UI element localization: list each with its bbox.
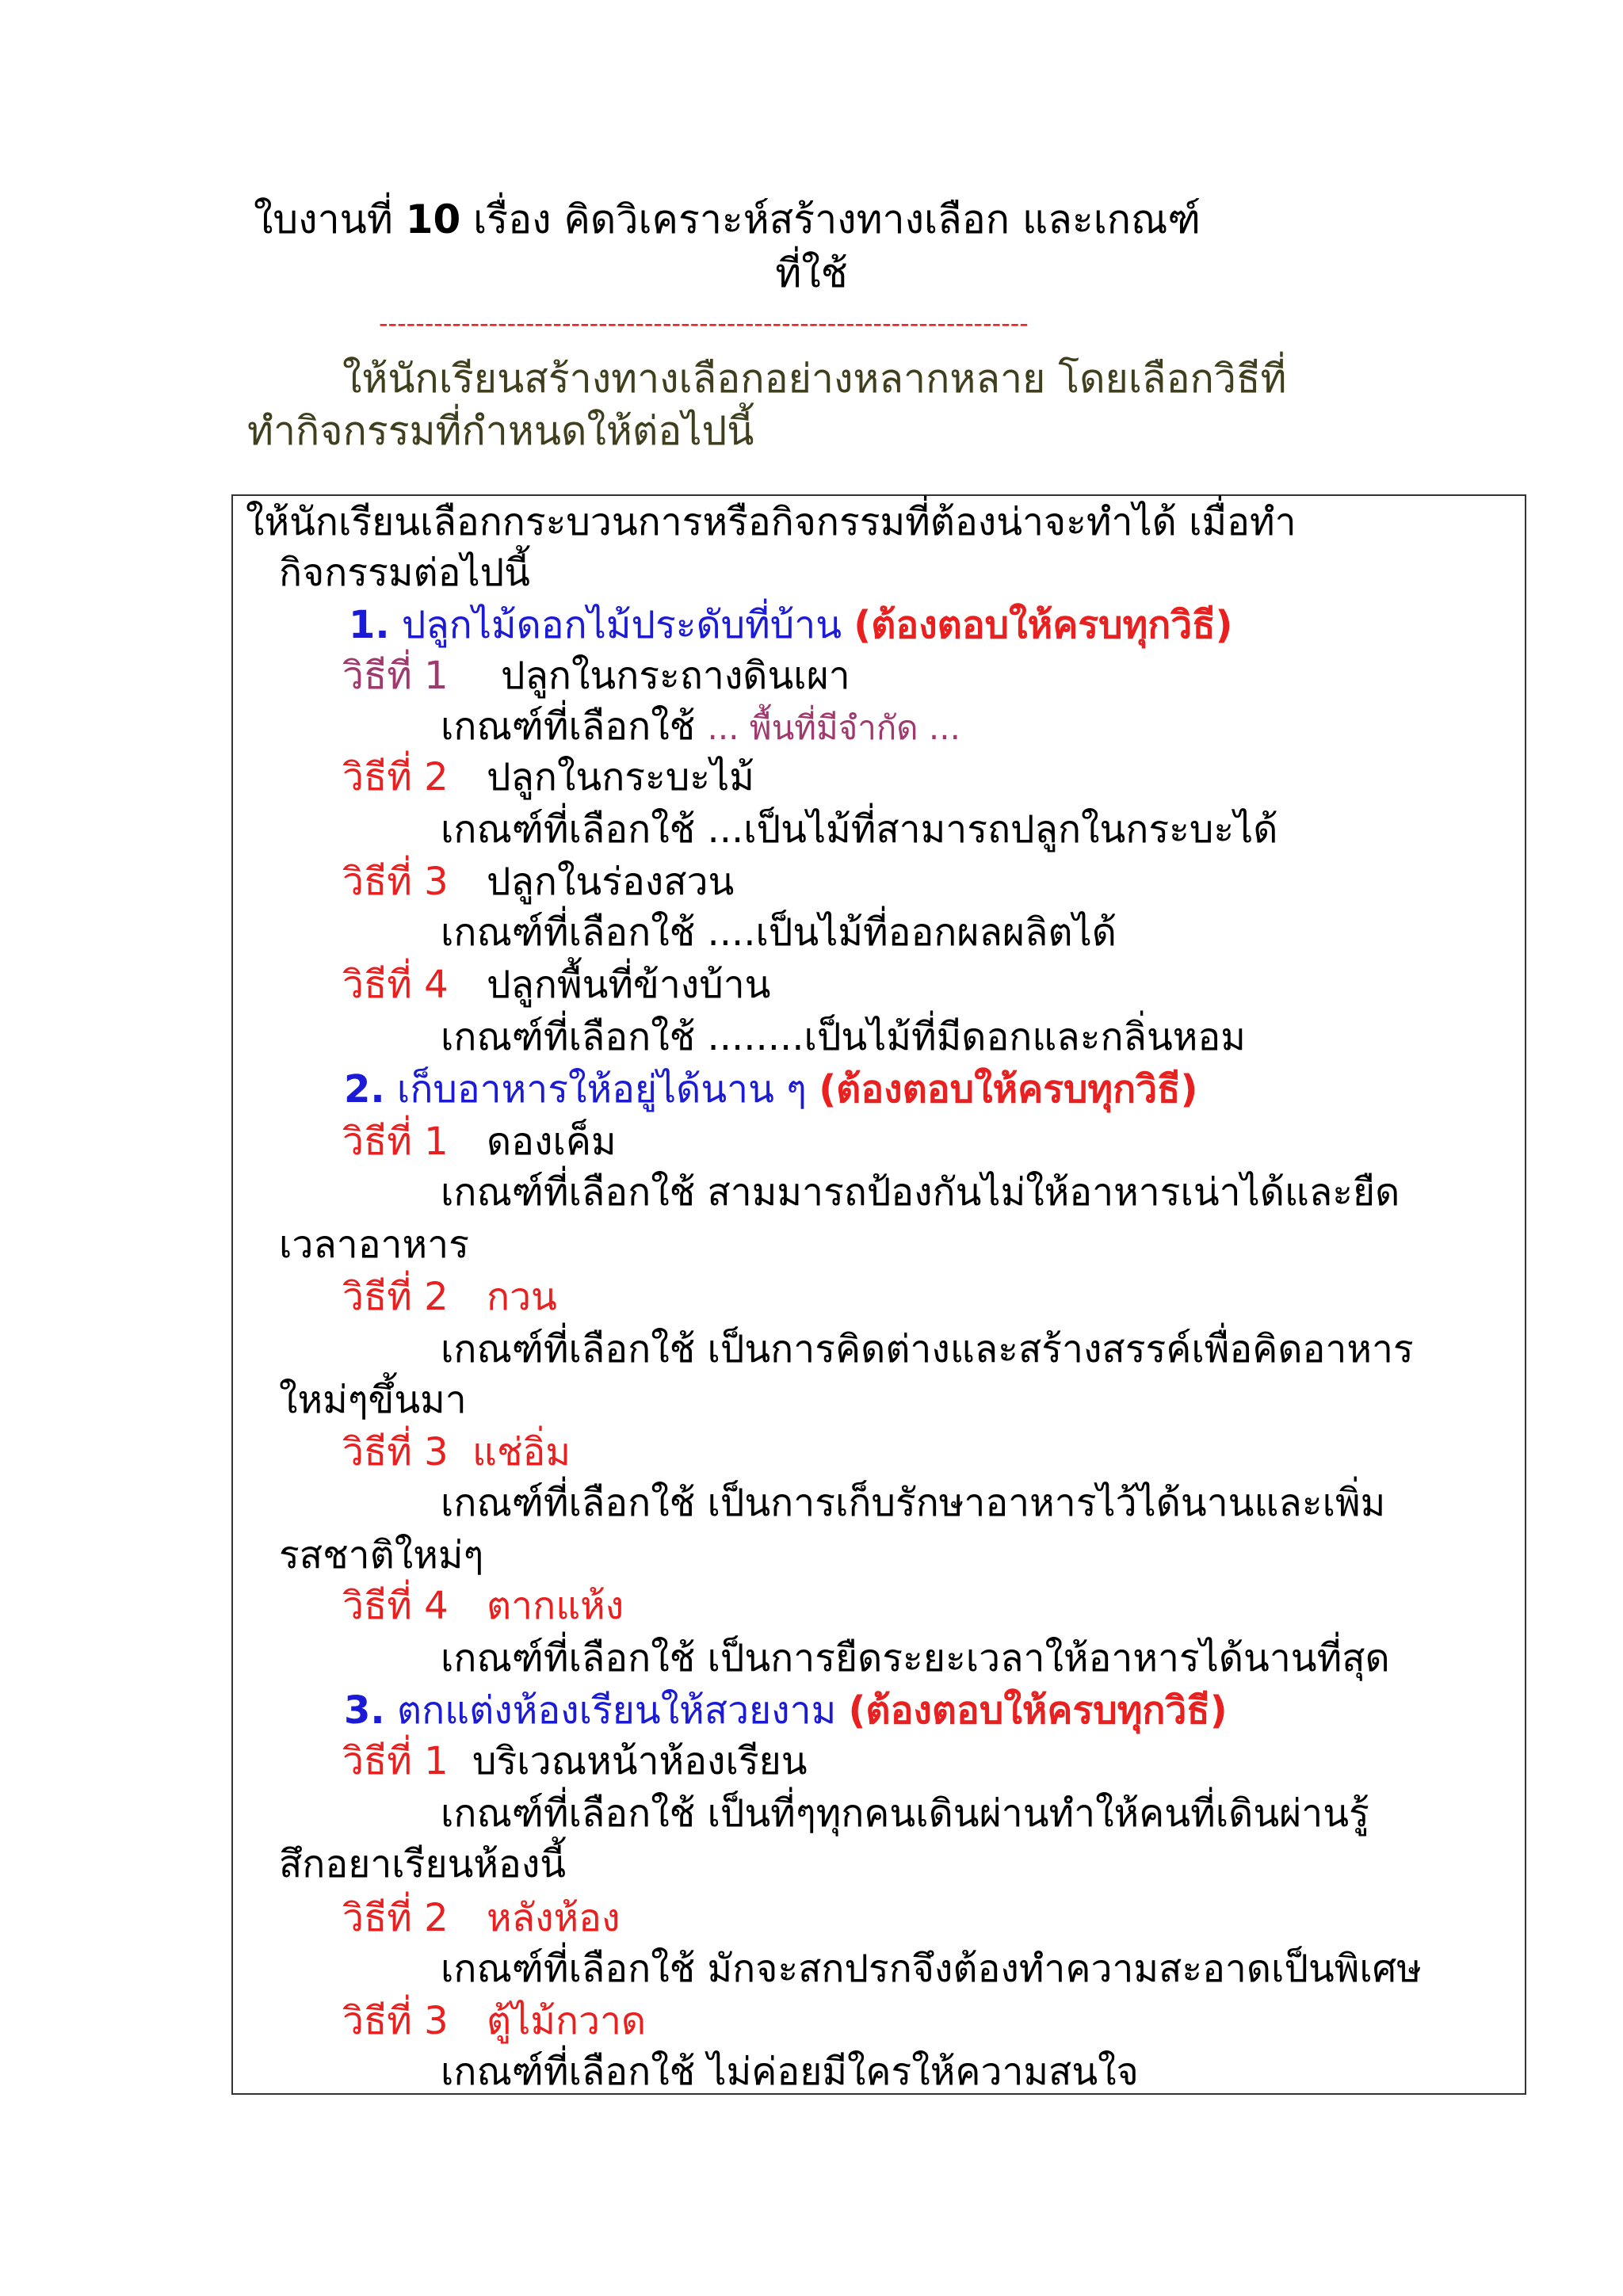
criteria-continuation: เวลาอาหาร [279,1222,469,1267]
criteria-line: เกณฑ์ที่เลือกใช้ เป็นการเก็บรักษาอาหารไว้ได้นานและเพิ่ม [441,1481,1386,1525]
activity-1-heading: 1. ปลูกไม้ดอกไม้ประดับที่บ้าน (ต้องตอบให้ครบทุกวิธี) [349,603,1233,647]
method-name: บริเวณหน้าห้องเรียน [472,1739,808,1783]
method-name: ปลูกในร่องสวน [487,860,735,904]
criteria-line: เกณฑ์ที่เลือกใช้ ...เป็นไม้ที่สามารถปลูกในกระบะได้ [441,807,1278,852]
method-name: ปลูกในกระถางดินเผา [501,654,850,698]
method-name: ตากแห้ง [487,1584,624,1628]
criteria-line: เกณฑ์ที่เลือกใช้ สามมารถป้องกันไม่ให้อาหารเน่าได้และยืด [441,1170,1400,1215]
method-label: วิธีที่ 4 [342,963,449,1007]
criteria-line: เกณฑ์ที่เลือกใช้ มักจะสกปรกจึงต้องทำความสะอาดเป็นพิเศษ [441,1947,1422,1991]
method-name: หลังห้อง [487,1896,621,1940]
method-label: วิธีที่ 3 [342,1999,449,2043]
criteria-line: เกณฑ์ที่เลือกใช้ ... พื้นที่มีจำกัด ... [441,704,960,749]
method-name: แช่อิ่ม [472,1430,571,1474]
method-label: วิธีที่ 4 [342,1584,449,1628]
method-label: วิธีที่ 1 [342,654,449,698]
method-name: ดองเค็ม [487,1119,617,1164]
criteria-line: เกณฑ์ที่เลือกใช้ ไม่ค่อยมีใครให้ความสนใจ [441,2050,1139,2094]
criteria-continuation: สึกอยาเรียนห้องนี้ [279,1842,567,1886]
criteria-line: เกณฑ์ที่เลือกใช้ ........เป็นไม้ที่มีดอกและกลิ่นหอม [441,1015,1246,1059]
instruction-line-2: ทำกิจกรรมที่กำหนดให้ต่อไปนี้ [247,408,754,454]
method-name: ปลูกในกระบะไม้ [487,755,754,799]
method-name: ตู้ไม้กวาด [487,1999,647,2043]
activity-3-heading: 3. ตกแต่งห้องเรียนให้สวยงาม (ต้องตอบให้ครบทุกวิธี) [344,1688,1228,1733]
dashed-divider: ----------------------------------------------------------------------- [379,308,1029,338]
method-label: วิธีที่ 3 [342,860,449,904]
method-name: กวน [487,1275,557,1319]
criteria-continuation: รสชาติใหม่ๆ [279,1533,484,1577]
worksheet-title-cont: ที่ใช้ [775,250,848,296]
method-name: ปลูกพื้นที่ข้างบ้าน [487,963,771,1007]
activity-2-heading: 2. เก็บอาหารให้อยู่ได้นาน ๆ (ต้องตอบให้ครบทุกวิธี) [344,1067,1198,1112]
method-label: วิธีที่ 2 [342,1275,449,1319]
criteria-line: เกณฑ์ที่เลือกใช้ ....เป็นไม้ที่ออกผลผลิตได้ [441,910,1117,955]
box-intro-line-2: กิจกรรมต่อไปนี้ [279,551,530,595]
criteria-line: เกณฑ์ที่เลือกใช้ เป็นที่ๆทุกคนเดินผ่านทำให้คนที่เดินผ่านรู้ [441,1791,1369,1836]
method-label: วิธีที่ 1 [342,1119,449,1164]
criteria-line: เกณฑ์ที่เลือกใช้ เป็นการยืดระยะเวลาให้อาหารได้นานที่สุด [441,1636,1390,1680]
worksheet-title: ใบงานที่ 10 เรื่อง คิดวิเคราะห์สร้างทางเลือก และเกณฑ์ [254,196,1201,242]
method-label: วิธีที่ 1 [342,1739,449,1783]
criteria-continuation: ใหม่ๆขึ้นมา [279,1378,467,1422]
method-label: วิธีที่ 2 [342,755,449,799]
instruction-line-1: ให้นักเรียนสร้างทางเลือกอย่างหลากหลาย โดยเลือกวิธีที่ [342,356,1287,402]
criteria-line: เกณฑ์ที่เลือกใช้ เป็นการคิดต่างและสร้างสรรค์เพื่อคิดอาหาร [441,1327,1414,1371]
method-label: วิธีที่ 3 [342,1430,449,1474]
method-label: วิธีที่ 2 [342,1896,449,1940]
box-intro-line-1: ให้นักเรียนเลือกกระบวนการหรือกิจกรรมที่ต้องน่าจะทำได้ เมื่อทำ [246,500,1296,544]
